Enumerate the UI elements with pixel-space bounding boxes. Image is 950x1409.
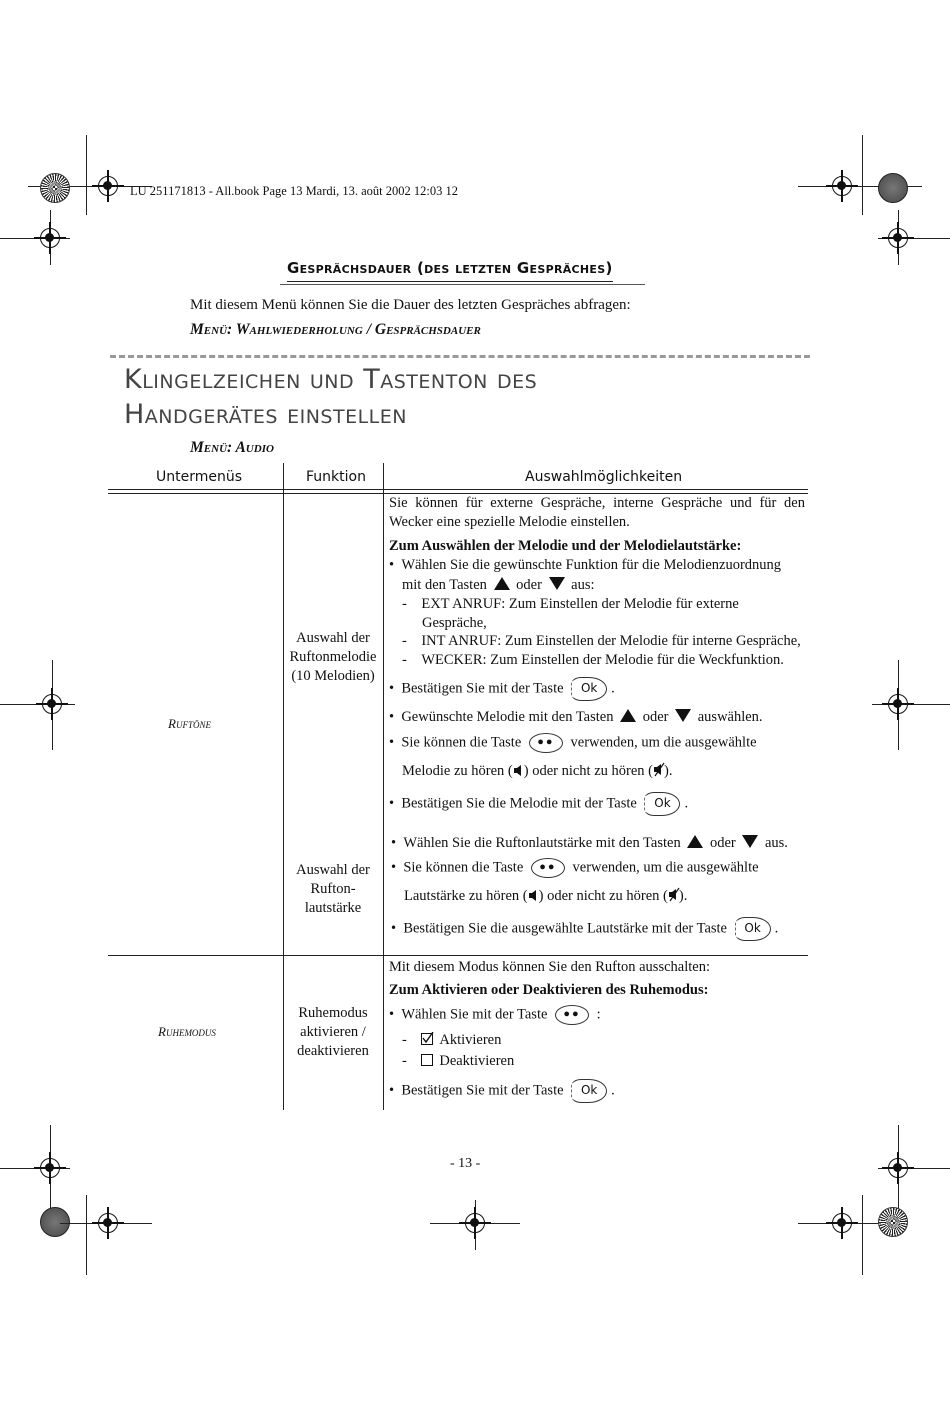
column-header-submenus: Untermenüs: [156, 469, 243, 485]
dashed-divider: [110, 355, 810, 358]
ruhemodus-subheading: Zum Aktivieren oder Deaktivieren des Ruhemodus:: [389, 982, 709, 998]
arrow-up-key-icon: [687, 835, 703, 848]
list-item: mit den Tasten oder aus:: [402, 577, 595, 593]
sunburst-icon: [40, 173, 70, 203]
function-melody: Auswahl der Ruftonmelodie (10 Melodien): [289, 630, 377, 684]
menu-path: Menü: Audio: [190, 439, 274, 456]
chapter-title: [124, 362, 537, 432]
row-label-ruhemodus: Ruhemodus: [158, 1024, 216, 1039]
list-item: Lautstärke zu hören ( ) oder nicht zu hören ( ).: [404, 888, 688, 904]
menu-path: Menü: Wahlwiederholung / Gesprächsdauer: [190, 321, 481, 338]
dot-disc-icon: [878, 173, 908, 203]
list-item: • Gewünschte Melodie mit den Tasten oder auswählen.: [389, 709, 763, 725]
intro-text: Mit diesem Menü können Sie die Dauer des letzten Gespräches abfragen:: [190, 297, 631, 313]
list-item: - Deaktivieren: [402, 1053, 515, 1069]
arrow-up-key-icon: [494, 577, 510, 590]
section-title: Gesprächsdauer (des letzten Gespräches): [287, 259, 613, 282]
list-item: Gespräche,: [422, 615, 487, 631]
crosshair-icon: [40, 228, 60, 248]
ruftone-intro: Sie können für externe Gespräche, interne Gespräche und für den Wecker eine spezielle Melodie einstellen.: [389, 495, 805, 530]
ruftone-subheading: Zum Auswählen der Melodie und der Melodielautstärke:: [389, 538, 742, 554]
ok-key-icon: Ok: [571, 677, 607, 701]
list-item: • Wählen Sie mit der Taste ●● :: [389, 1005, 601, 1025]
crosshair-icon: [888, 1158, 908, 1178]
speaker-on-icon: [513, 764, 524, 777]
function-volume: Auswahl der Rufton- lautstärke: [296, 862, 370, 916]
dots-key-icon: ●●: [529, 733, 563, 753]
arrow-down-key-icon: [675, 709, 691, 722]
crosshair-icon: [888, 228, 908, 248]
crosshair-icon: [832, 176, 852, 196]
list-item: Melodie zu hören ( ) oder nicht zu hören ( ).: [402, 763, 673, 779]
divider: [280, 284, 645, 285]
crosshair-icon: [832, 1213, 852, 1233]
speaker-off-icon: [668, 887, 679, 900]
arrow-down-key-icon: [549, 577, 565, 590]
dot-disc-icon: [40, 1207, 70, 1237]
crosshair-icon: [40, 1158, 60, 1178]
chapter-title-line2: Handgerätes einstellen: [124, 399, 407, 430]
list-item: - INT ANRUF: Zum Einstellen der Melodie für interne Gespräche,: [402, 633, 801, 649]
dots-key-icon: ●●: [531, 858, 565, 878]
list-item: • Sie können die Taste ●● verwenden, um die ausgewählte: [391, 858, 759, 878]
column-header-function: Funktion: [306, 469, 366, 485]
crosshair-icon: [465, 1213, 485, 1233]
print-header: LU 251171813 - All.book Page 13 Mardi, 13. août 2002 12:03 12: [130, 184, 458, 198]
sunburst-icon: [878, 1207, 908, 1237]
crosshair-icon: [98, 1213, 118, 1233]
arrow-down-key-icon: [742, 835, 758, 848]
arrow-up-key-icon: [620, 709, 636, 722]
list-item: • Wählen Sie die Ruftonlautstärke mit den Tasten oder aus.: [391, 835, 788, 851]
dots-key-icon: ●●: [555, 1005, 589, 1025]
list-item: • Sie können die Taste ●● verwenden, um die ausgewählte: [389, 733, 757, 753]
ok-key-icon: Ok: [735, 917, 771, 941]
checkbox-empty-icon: [421, 1054, 433, 1066]
crosshair-icon: [98, 176, 118, 196]
list-item: • Wählen Sie die gewünschte Funktion für die Melodienzuordnung: [389, 557, 782, 573]
list-item: • Bestätigen Sie mit der Taste Ok .: [389, 677, 615, 701]
list-item: • Bestätigen Sie mit der Taste Ok .: [389, 1079, 615, 1103]
list-item: - EXT ANRUF: Zum Einstellen der Melodie für externe: [402, 596, 739, 612]
speaker-off-icon: [653, 762, 664, 775]
ok-key-icon: Ok: [571, 1079, 607, 1103]
crosshair-icon: [42, 694, 62, 714]
list-item: - WECKER: Zum Einstellen der Melodie für die Weckfunktion.: [402, 652, 784, 668]
list-item: • Bestätigen Sie die Melodie mit der Taste Ok .: [389, 792, 688, 816]
list-item: - Aktivieren: [402, 1032, 502, 1048]
column-header-options: Auswahlmöglichkeiten: [525, 469, 683, 485]
crosshair-icon: [888, 694, 908, 714]
page-number: - 13 -: [450, 1156, 481, 1171]
chapter-title-line1: Klingelzeichen und Tastenton des: [124, 364, 538, 395]
checkbox-checked-icon: [421, 1033, 433, 1045]
ruhemodus-intro: Mit diesem Modus können Sie den Rufton ausschalten:: [389, 959, 710, 975]
list-item: • Bestätigen Sie die ausgewählte Lautstärke mit der Taste Ok .: [391, 917, 778, 941]
function-ruhemodus: Ruhemodus aktivieren / deaktivieren: [297, 1005, 369, 1059]
speaker-on-icon: [528, 889, 539, 902]
row-label-ruftone: Ruftöne: [168, 716, 211, 731]
ok-key-icon: Ok: [644, 792, 680, 816]
